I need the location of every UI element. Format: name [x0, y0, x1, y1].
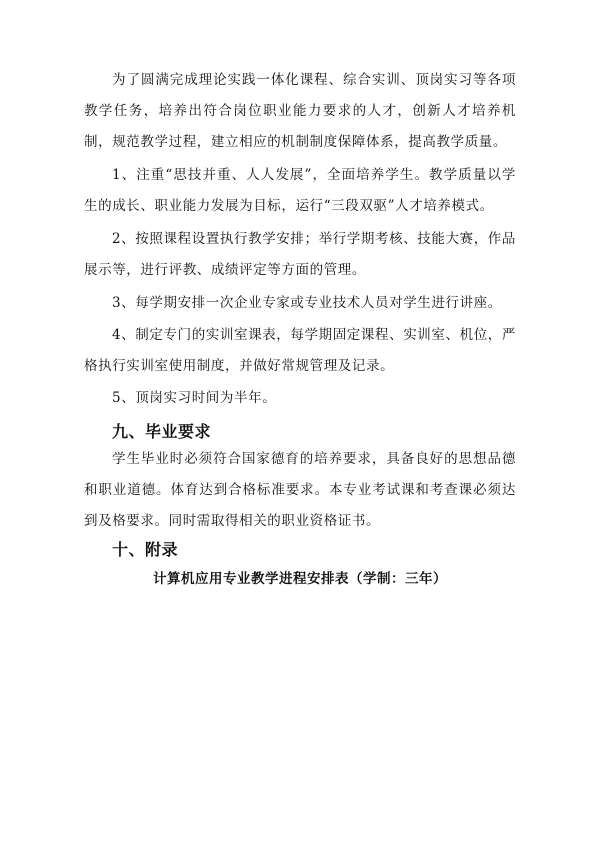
intro-paragraph: 为了圆满完成理论实践一体化课程、综合实训、顶岗实习等各项教学任务，培养出符合岗位职业能力要求的人才，创新人才培养机制，规范教学过程，建立相应的机制制度保障体系，提高教学质量。 [84, 72, 516, 150]
list-item-1: 1、注重“思技并重、人人发展”，全面培养学生。教学质量以学生的成长、职业能力发展为目标，运行“三段双驱”人才培养模式。 [84, 167, 516, 214]
table-title: 计算机应用专业教学进程安排表（学制：三年） [153, 571, 447, 587]
list-item-2: 2、按照课程设置执行教学安排；举行学期考核、技能大赛，作品展示等，进行评教、成绩评定等方面的管理。 [84, 231, 516, 278]
list-item-3: 3、每学期安排一次企业专家或专业技术人员对学生进行讲座。 [112, 295, 502, 311]
list-item-4: 4、制定专门的实训室课表，每学期固定课程、实训室、机位，严格执行实训室使用制度，并做好常规管理及记录。 [84, 327, 516, 374]
list-item-5: 5、顶岗实习时间为半年。 [112, 390, 277, 406]
section-9-heading: 九、毕业要求 [112, 422, 212, 441]
section-10-heading: 十、附录 [112, 540, 179, 559]
section-9-body: 学生毕业时必须符合国家德育的培养要求，具备良好的思想品德和职业道德。体育达到合格标准要求。本专业考试课和考查课必须达到及格要求。同时需取得相关的职业资格证书。 [84, 451, 516, 529]
